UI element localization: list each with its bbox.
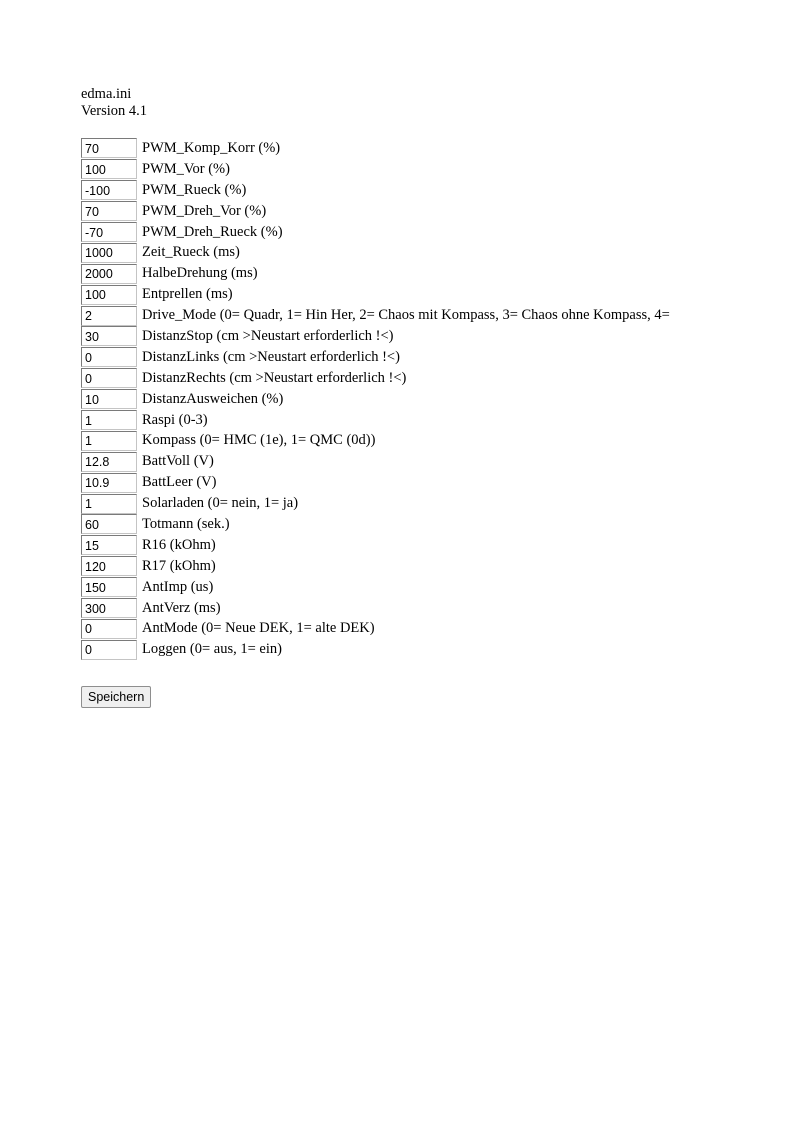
setting-row bbox=[81, 180, 781, 201]
setting-label: PWM_Rueck (%) bbox=[142, 181, 247, 198]
setting-label: PWM_Dreh_Vor (%) bbox=[142, 202, 267, 219]
setting-row bbox=[81, 347, 781, 368]
setting-label: AntMode (0= Neue DEK, 1= alte DEK) bbox=[142, 620, 375, 637]
setting-label: R16 (kOhm) bbox=[142, 536, 216, 553]
setting-row bbox=[81, 556, 781, 577]
setting-value-input[interactable] bbox=[81, 138, 137, 158]
settings-page bbox=[81, 86, 781, 708]
setting-label: Loggen (0= aus, 1= ein) bbox=[142, 641, 282, 658]
setting-label: DistanzRechts (cm >Neustart erforderlich !<) bbox=[142, 369, 407, 386]
settings-form bbox=[81, 138, 781, 660]
setting-row bbox=[81, 451, 781, 472]
setting-label: BattLeer (V) bbox=[142, 474, 217, 491]
setting-row bbox=[81, 138, 781, 159]
setting-label: R17 (kOhm) bbox=[142, 557, 216, 574]
save-button[interactable]: Speichern bbox=[81, 686, 151, 708]
setting-label: HalbeDrehung (ms) bbox=[142, 265, 258, 282]
file-name: edma.ini bbox=[81, 86, 132, 102]
setting-row bbox=[81, 222, 781, 243]
setting-row bbox=[81, 639, 781, 660]
setting-row bbox=[81, 368, 781, 389]
setting-row bbox=[81, 305, 781, 326]
setting-row bbox=[81, 326, 781, 347]
setting-label: PWM_Komp_Korr (%) bbox=[142, 139, 281, 156]
setting-value-input[interactable] bbox=[81, 285, 137, 305]
setting-label: Drive_Mode (0= Quadr, 1= Hin Her, 2= Chaos mit Kompass, 3= Chaos ohne Kompass, 4= bbox=[142, 307, 670, 324]
setting-row bbox=[81, 284, 781, 305]
setting-row bbox=[81, 514, 781, 535]
setting-row bbox=[81, 201, 781, 222]
setting-label: AntVerz (ms) bbox=[142, 599, 221, 616]
setting-label: Zeit_Rueck (ms) bbox=[142, 244, 240, 261]
setting-value-input[interactable] bbox=[81, 180, 137, 200]
setting-row bbox=[81, 598, 781, 619]
setting-label: Solarladen (0= nein, 1= ja) bbox=[142, 495, 299, 512]
setting-label: Kompass (0= HMC (1e), 1= QMC (0d)) bbox=[142, 432, 376, 449]
setting-value-input[interactable] bbox=[81, 243, 137, 263]
setting-row bbox=[81, 493, 781, 514]
setting-value-input[interactable] bbox=[81, 640, 137, 660]
setting-value-input[interactable] bbox=[81, 201, 137, 221]
setting-value-input[interactable] bbox=[81, 598, 137, 618]
setting-label: DistanzLinks (cm >Neustart erforderlich !<) bbox=[142, 348, 400, 365]
setting-value-input[interactable] bbox=[81, 431, 137, 451]
setting-value-input[interactable] bbox=[81, 535, 137, 555]
setting-value-input[interactable] bbox=[81, 619, 137, 639]
setting-value-input[interactable] bbox=[81, 473, 137, 493]
setting-label: DistanzAusweichen (%) bbox=[142, 390, 284, 407]
setting-value-input[interactable] bbox=[81, 514, 137, 534]
setting-row bbox=[81, 618, 781, 639]
setting-value-input[interactable] bbox=[81, 494, 137, 514]
setting-value-input[interactable] bbox=[81, 389, 137, 409]
setting-value-input[interactable] bbox=[81, 306, 137, 326]
setting-label: PWM_Vor (%) bbox=[142, 160, 230, 177]
setting-value-input[interactable] bbox=[81, 222, 137, 242]
setting-row bbox=[81, 389, 781, 410]
setting-label: DistanzStop (cm >Neustart erforderlich !<) bbox=[142, 327, 394, 344]
version-label: Version 4.1 bbox=[81, 103, 148, 119]
setting-row bbox=[81, 263, 781, 284]
setting-row bbox=[81, 410, 781, 431]
setting-row bbox=[81, 430, 781, 451]
setting-row bbox=[81, 535, 781, 556]
setting-row bbox=[81, 159, 781, 180]
setting-label: AntImp (us) bbox=[142, 578, 214, 595]
setting-label: Entprellen (ms) bbox=[142, 286, 233, 303]
setting-value-input[interactable] bbox=[81, 159, 137, 179]
setting-row bbox=[81, 242, 781, 263]
setting-value-input[interactable] bbox=[81, 264, 137, 284]
setting-label: Totmann (sek.) bbox=[142, 515, 230, 532]
setting-value-input[interactable] bbox=[81, 347, 137, 367]
setting-row bbox=[81, 577, 781, 598]
setting-label: Raspi (0-3) bbox=[142, 411, 208, 428]
setting-value-input[interactable] bbox=[81, 326, 137, 346]
setting-value-input[interactable] bbox=[81, 368, 137, 388]
setting-row bbox=[81, 472, 781, 493]
setting-value-input[interactable] bbox=[81, 556, 137, 576]
setting-label: PWM_Dreh_Rueck (%) bbox=[142, 223, 283, 240]
setting-value-input[interactable] bbox=[81, 577, 137, 597]
setting-value-input[interactable] bbox=[81, 410, 137, 430]
setting-label: BattVoll (V) bbox=[142, 453, 214, 470]
setting-value-input[interactable] bbox=[81, 452, 137, 472]
